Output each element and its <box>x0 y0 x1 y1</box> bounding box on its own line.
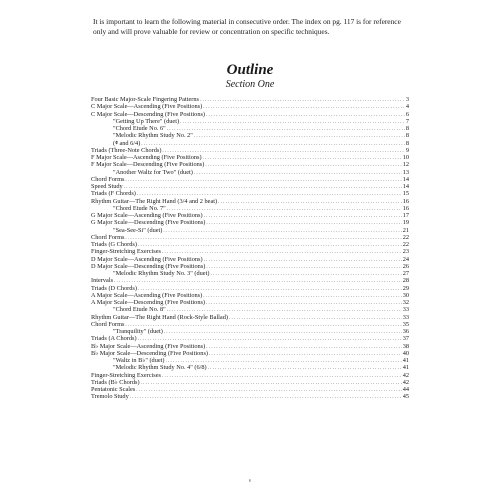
toc-entry <box>91 176 409 183</box>
toc-entry-page: 42 <box>402 378 409 386</box>
toc-entry <box>91 169 409 176</box>
toc-entry-page: 13 <box>402 168 409 176</box>
dot-leader <box>204 212 402 219</box>
dot-leader <box>203 292 401 299</box>
toc-entry-title: "Another Waltz for Two" (duet) <box>113 168 193 176</box>
toc-entry <box>91 292 409 299</box>
toc-entry-title: "Melodic Rhythm Study No. 3" (duet) <box>113 270 210 277</box>
toc-entry-title: Finger-Stretching Exercises <box>91 371 161 379</box>
toc-entry-title: "Sea-See-Si" (duet) <box>113 226 163 234</box>
toc-entry-page: 14 <box>402 175 409 183</box>
toc-entry <box>91 219 409 226</box>
dot-leader <box>206 343 401 350</box>
toc-entry <box>91 234 409 241</box>
toc-entry-title: Triads (A Chords) <box>91 335 137 343</box>
toc-entry-title: "Chord Etude No. 6" <box>113 125 166 132</box>
dot-leader <box>167 306 402 313</box>
dot-leader <box>203 154 402 161</box>
toc-entry-page: 15 <box>402 190 409 198</box>
dot-leader <box>125 234 401 241</box>
toc-entry <box>91 198 409 205</box>
toc-entry <box>91 118 409 125</box>
toc-entry <box>91 306 409 313</box>
toc-entry-title: "Melodic Rhythm Study No. 4" (6/8) <box>113 364 207 372</box>
toc-entry-title: Rhythm Guitar—The Right Hand (3/4 and 2 beat) <box>91 197 218 205</box>
toc-entry-page: 36 <box>402 328 409 335</box>
toc-entry-title: D Major Scale—Ascending (Five Positions) <box>91 255 203 263</box>
dot-leader <box>206 111 405 118</box>
toc-entry-page: 33 <box>402 306 409 314</box>
dot-leader <box>130 393 402 400</box>
toc-entry-page: 37 <box>402 335 409 343</box>
toc-entry-title: "Melodic Rhythm Study No. 2" <box>113 132 193 140</box>
toc-entry-title: Speed Study <box>91 183 123 190</box>
toc-entry-page: 33 <box>402 313 409 321</box>
toc-entry <box>91 314 409 321</box>
toc-entry-page: 19 <box>402 219 409 227</box>
toc-entry-page: 14 <box>402 183 409 190</box>
toc-entry-page: 22 <box>402 233 409 241</box>
toc-entry-title: Finger-Stretching Exercises <box>91 248 161 256</box>
toc-entry-title: "Chord Etude No. 8" <box>113 306 166 314</box>
toc-entry <box>91 190 409 197</box>
toc-entry <box>91 161 409 168</box>
dot-leader <box>138 241 402 248</box>
toc-entry-title: Tremolo Study <box>91 393 129 401</box>
dot-leader <box>206 263 401 270</box>
toc-entry-title: Chord Forms <box>91 320 125 328</box>
dot-leader <box>136 386 401 393</box>
toc-entry <box>91 140 409 147</box>
intro-paragraph: It is important to learn the following material in consecutive order. The index on pg. 117 is for reference only and will prove valuable for review or concentration on specific techniques. <box>93 17 401 36</box>
toc-entry <box>91 270 409 277</box>
dot-leader <box>125 176 401 183</box>
toc-entry-title: G Major Scale—Descending (Five Positions) <box>91 219 206 227</box>
toc-entry <box>91 125 409 132</box>
toc-entry-page: 38 <box>402 342 409 350</box>
toc-entry-title: "Tranquility" (duet) <box>113 328 163 335</box>
dot-leader <box>208 364 402 371</box>
dot-leader <box>114 277 402 284</box>
toc-entry-page: 35 <box>402 320 409 328</box>
dot-leader <box>141 140 405 147</box>
toc-entry-page: 17 <box>402 212 409 219</box>
toc-entry-page: 29 <box>402 284 409 292</box>
toc-entry-title: F Major Scale—Ascending (Five Positions) <box>91 154 202 161</box>
toc-entry-page: 41 <box>402 364 409 372</box>
dot-leader <box>162 248 402 255</box>
toc-entry <box>91 227 409 234</box>
toc-entry-title: Intervals <box>91 277 114 285</box>
toc-entry <box>91 256 409 263</box>
toc-entry <box>91 212 409 219</box>
dot-leader <box>210 270 401 277</box>
toc-entry <box>91 132 409 139</box>
toc-entry-title: (𝄵 and 6/4) <box>113 139 141 147</box>
toc-entry <box>91 111 409 118</box>
dot-leader <box>180 118 405 125</box>
toc-entry-page: 12 <box>402 161 409 169</box>
toc-entry-page: 42 <box>402 371 409 379</box>
toc-entry-title: Chord Forms <box>91 175 125 183</box>
section-title: Section One <box>225 79 275 90</box>
toc-entry-title: "Getting Up There" (duet) <box>113 117 180 125</box>
toc-entry-title: Pentatonic Scales <box>91 386 136 393</box>
toc-entry-page: 3 <box>405 96 409 103</box>
dot-leader <box>138 335 402 342</box>
toc-entry <box>91 241 409 248</box>
dot-leader <box>218 198 402 205</box>
dot-leader <box>206 299 402 306</box>
toc-entry-page: 27 <box>402 270 409 277</box>
dot-leader <box>167 205 402 212</box>
toc-entry-title: G Major Scale—Ascending (Five Positions) <box>91 212 203 219</box>
toc-entry <box>91 248 409 255</box>
toc-entry-page: 44 <box>402 386 409 393</box>
toc-entry-title: F Major Scale—Descending (Five Positions) <box>91 161 205 169</box>
toc-entry-page: 21 <box>402 226 409 234</box>
toc-entry-title: Triads (B♭ Chords) <box>91 378 140 386</box>
toc-entry-page: 8 <box>405 132 409 140</box>
toc-entry-page: 22 <box>402 241 409 248</box>
toc-entry-title: Triads (G Chords) <box>91 241 137 248</box>
toc-entry <box>91 147 409 154</box>
toc-entry-page: 28 <box>402 277 409 285</box>
toc-entry-page: 40 <box>402 349 409 357</box>
toc-entry <box>91 277 409 284</box>
table-of-contents <box>91 96 409 401</box>
dot-leader <box>124 183 402 190</box>
dot-leader <box>205 161 401 168</box>
dot-leader <box>229 314 402 321</box>
toc-entry-title: C Major Scale—Ascending (Five Positions) <box>91 103 203 111</box>
dot-leader <box>194 132 405 139</box>
toc-entry-title: A Major Scale—Ascending (Five Positions) <box>91 291 203 299</box>
toc-entry <box>91 154 409 161</box>
dot-leader <box>163 227 401 234</box>
toc-entry-title: "Chord Etude No. 7" <box>113 204 166 212</box>
toc-entry <box>91 372 409 379</box>
toc-entry-page: 6 <box>405 110 409 118</box>
toc-entry-page: 41 <box>402 357 409 364</box>
dot-leader <box>164 328 402 335</box>
toc-entry <box>91 263 409 270</box>
toc-entry-title: B♭ Major Scale—Ascending (Five Positions) <box>91 342 206 350</box>
toc-entry <box>91 335 409 342</box>
toc-entry-title: Chord Forms <box>91 233 125 241</box>
dot-leader <box>137 190 402 197</box>
toc-entry-page: 24 <box>402 255 409 263</box>
toc-entry-title: "Waltz in B♭" (duet) <box>113 357 165 364</box>
dot-leader <box>203 103 405 110</box>
dot-leader <box>166 357 402 364</box>
toc-entry <box>91 285 409 292</box>
dot-leader <box>162 372 402 379</box>
dot-leader <box>194 169 402 176</box>
toc-entry-page: 4 <box>405 103 409 111</box>
dot-leader <box>206 219 401 226</box>
toc-entry <box>91 321 409 328</box>
toc-entry-page: 16 <box>402 197 409 205</box>
toc-entry-page: 23 <box>402 248 409 256</box>
toc-entry <box>91 357 409 364</box>
toc-entry <box>91 379 409 386</box>
toc-entry-title: D Major Scale—Descending (Five Positions) <box>91 262 206 270</box>
toc-entry <box>91 393 409 400</box>
dot-leader <box>162 147 404 154</box>
toc-entry <box>91 364 409 371</box>
toc-entry-title: Rhythm Guitar—The Right Hand (Rock-Style Ballad) <box>91 313 228 321</box>
page-number: v <box>248 479 252 484</box>
dot-leader <box>200 96 405 103</box>
dot-leader <box>141 379 402 386</box>
toc-entry <box>91 96 409 103</box>
dot-leader <box>138 285 402 292</box>
dot-leader <box>209 350 402 357</box>
toc-entry-title: Four Basic Major-Scale Fingering Patterns <box>91 96 199 103</box>
toc-entry-page: 32 <box>402 299 409 306</box>
toc-entry-title: C Major Scale—Descending (Five Positions) <box>91 110 206 118</box>
toc-entry-page: 7 <box>405 117 409 125</box>
toc-entry <box>91 343 409 350</box>
toc-entry <box>91 103 409 110</box>
dot-leader <box>167 125 405 132</box>
page-title: Outline <box>226 62 274 78</box>
toc-entry-page: 30 <box>402 291 409 299</box>
toc-entry <box>91 386 409 393</box>
dot-leader <box>125 321 401 328</box>
toc-entry-title: B♭ Major Scale—Descending (Five Positions) <box>91 349 208 357</box>
toc-entry <box>91 350 409 357</box>
toc-entry <box>91 328 409 335</box>
toc-entry-page: 8 <box>405 125 409 132</box>
toc-entry-title: Triads (Three-Note Chords) <box>91 146 162 154</box>
toc-entry-title: Triads (F Chords) <box>91 190 136 198</box>
toc-entry <box>91 205 409 212</box>
toc-entry <box>91 299 409 306</box>
toc-entry <box>91 183 409 190</box>
toc-entry-title: A Major Scale—Descending (Five Positions) <box>91 299 206 306</box>
toc-entry-page: 45 <box>402 393 409 401</box>
toc-entry-page: 8 <box>405 139 409 147</box>
toc-entry-title: Triads (D Chords) <box>91 284 137 292</box>
toc-entry-page: 10 <box>402 154 409 161</box>
toc-entry-page: 26 <box>402 262 409 270</box>
dot-leader <box>204 256 402 263</box>
toc-entry-page: 9 <box>405 146 409 154</box>
toc-entry-page: 16 <box>402 204 409 212</box>
